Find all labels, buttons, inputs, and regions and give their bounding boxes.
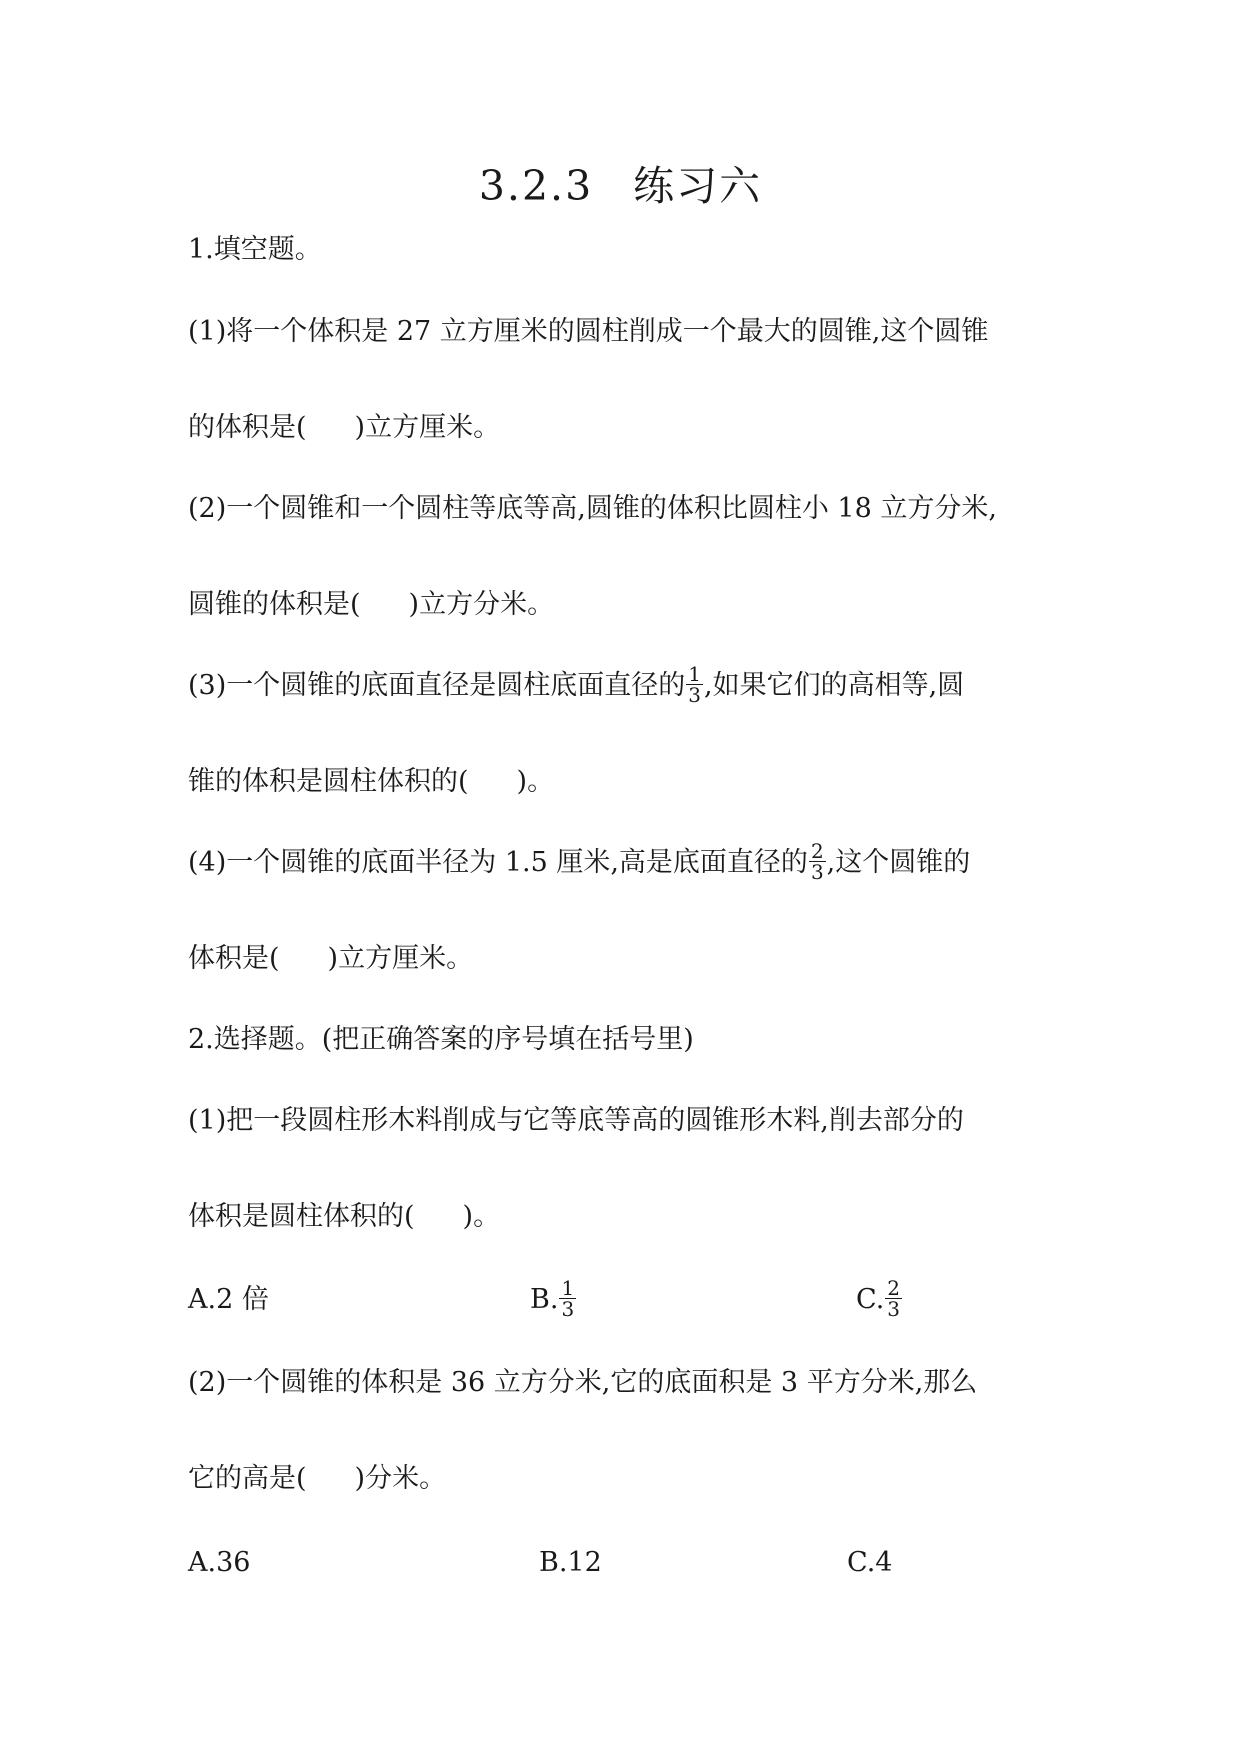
s1-q3-line1 — [188, 662, 965, 707]
option-c-fraction — [885, 1278, 902, 1319]
section1-heading: 1.填空题。 — [188, 234, 322, 265]
section2-heading: 2.选择题。(把正确答案的序号填在括号里) — [188, 1024, 694, 1055]
s1-q4-line2 — [188, 939, 473, 979]
fraction-denominator: 3 — [810, 860, 824, 884]
s1-q3-text-d: )。 — [516, 766, 555, 797]
title-text: 练习六 — [633, 162, 763, 210]
s2-q1-option-b[interactable] — [530, 1276, 577, 1321]
s1-q4-text-c: 体积是( — [188, 943, 280, 974]
s1-q2-text-a: 圆锥的体积是( — [188, 589, 361, 620]
s1-q3-fraction — [686, 664, 703, 705]
fraction-numerator: 1 — [561, 1276, 575, 1300]
s2-q2-line2 — [188, 1459, 446, 1499]
s2-q2-line1: (2)一个圆锥的体积是 36 立方分米,它的底面积是 3 平方分米,那么 — [188, 1367, 978, 1398]
s1-q2-line1: (2)一个圆锥和一个圆柱等底等高,圆锥的体积比圆柱小 18 立方分米, — [188, 493, 997, 524]
fraction-numerator: 2 — [887, 1276, 901, 1300]
s2-q1-text-b: )。 — [462, 1201, 501, 1232]
s2-q1-line2 — [188, 1197, 500, 1237]
title-number: 3.2.3 — [478, 162, 594, 210]
s2-q1-option-c[interactable] — [856, 1276, 903, 1321]
s2-q2-option-c[interactable]: C.4 — [847, 1547, 893, 1578]
s2-q2-text-b: )分米。 — [354, 1463, 447, 1494]
s1-q3-line2 — [188, 762, 554, 802]
s2-q1-line1: (1)把一段圆柱形木料削成与它等底等高的圆锥形木料,削去部分的 — [188, 1105, 964, 1136]
s1-q1-text-b: )立方厘米。 — [354, 412, 501, 443]
s1-q3-text-b: ,如果它们的高相等,圆 — [703, 670, 965, 701]
s1-q4-text-d: )立方厘米。 — [327, 943, 474, 974]
s1-q2-text-b: )立方分米。 — [408, 589, 555, 620]
s1-q3-text-c: 锥的体积是圆柱体积的( — [188, 766, 469, 797]
s1-q3-text-a: (3)一个圆锥的底面直径是圆柱底面直径的 — [188, 670, 686, 701]
s2-q1-text-a: 体积是圆柱体积的( — [188, 1201, 415, 1232]
s1-q1-line2 — [188, 408, 500, 448]
s1-q2-line2 — [188, 585, 554, 625]
page-title — [0, 160, 1241, 212]
option-b-fraction — [559, 1278, 576, 1319]
s2-q2-text-a: 它的高是( — [188, 1463, 307, 1494]
s1-q1-text-a: 的体积是( — [188, 412, 307, 443]
s1-q4-fraction — [809, 841, 826, 882]
s1-q4-text-b: ,这个圆锥的 — [826, 847, 971, 878]
s2-q2-option-a[interactable]: A.36 — [188, 1547, 251, 1578]
fraction-numerator: 1 — [688, 662, 701, 686]
s1-q4-line1 — [188, 839, 971, 884]
option-c-label: C. — [856, 1284, 885, 1315]
fraction-numerator: 2 — [810, 839, 824, 863]
s1-q1-line1: (1)将一个体积是 27 立方厘米的圆柱削成一个最大的圆锥,这个圆锥 — [188, 316, 989, 347]
s2-q1-option-a[interactable]: A.2 倍 — [188, 1284, 269, 1315]
fraction-denominator: 3 — [561, 1297, 575, 1321]
fraction-denominator: 3 — [887, 1297, 901, 1321]
s1-q4-text-a: (4)一个圆锥的底面半径为 1.5 厘米,高是底面直径的 — [188, 847, 808, 878]
fraction-denominator: 3 — [688, 683, 701, 707]
option-b-label: B. — [530, 1284, 559, 1315]
s2-q2-option-b[interactable]: B.12 — [539, 1547, 602, 1578]
